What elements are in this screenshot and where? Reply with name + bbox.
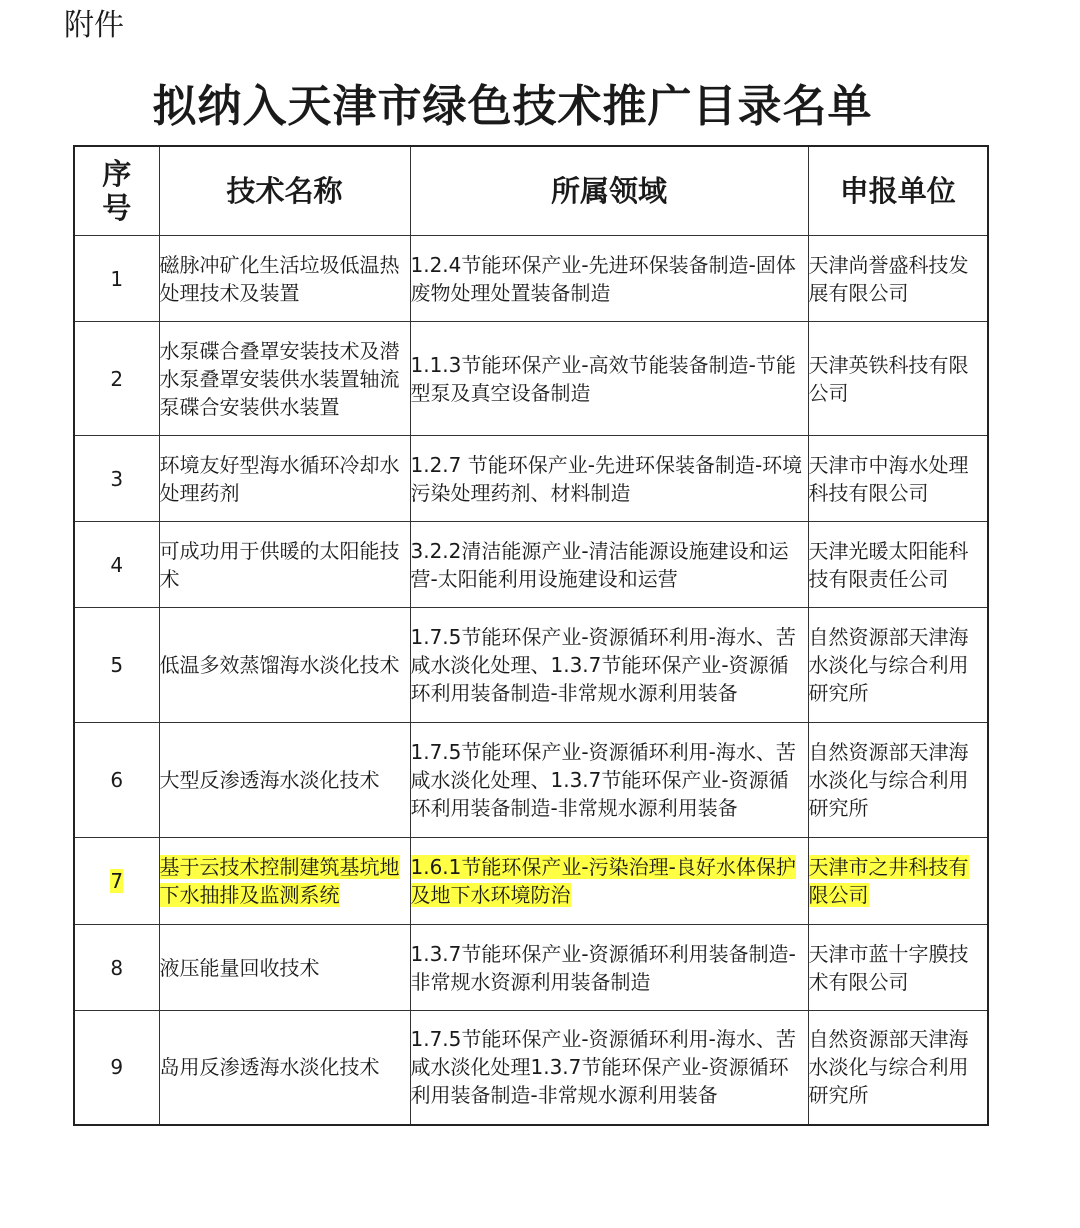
row-number: 5	[74, 608, 159, 723]
technology-name: 环境友好型海水循环冷却水处理药剂	[159, 436, 410, 522]
row-number: 6	[74, 723, 159, 838]
column-header-field: 所属领域	[410, 146, 808, 236]
technology-name: 水泵碟合叠罩安装技术及潜水泵叠罩安装供水装置轴流泵碟合安装供水装置	[159, 322, 410, 436]
row-number: 3	[74, 436, 159, 522]
row-number: 2	[74, 322, 159, 436]
table-row	[74, 608, 988, 723]
row-number: 9	[74, 1011, 159, 1125]
column-header-unit: 申报单位	[808, 146, 988, 236]
table-row	[74, 522, 988, 608]
applicant-unit: 天津光暖太阳能科技有限责任公司	[808, 522, 988, 608]
technology-field: 1.2.7 节能环保产业-先进环保装备制造-环境污染处理药剂、材料制造	[410, 436, 808, 522]
row-number: 8	[74, 925, 159, 1011]
applicant-unit: 天津市蓝十字膜技术有限公司	[808, 925, 988, 1011]
applicant-unit: 天津尚誉盛科技发展有限公司	[808, 236, 988, 322]
technology-field: 3.2.2清洁能源产业-清洁能源设施建设和运营-太阳能利用设施建设和运营	[410, 522, 808, 608]
applicant-unit: 自然资源部天津海水淡化与综合利用研究所	[808, 723, 988, 838]
table-row	[74, 322, 988, 436]
page-title: 拟纳入天津市绿色技术推广目录名单	[152, 81, 873, 132]
technology-name: 大型反渗透海水淡化技术	[159, 723, 410, 838]
column-header-name: 技术名称	[159, 146, 410, 236]
applicant-unit: 天津市之井科技有限公司	[808, 838, 988, 925]
table-row-highlighted	[74, 838, 988, 925]
technology-name: 基于云技术控制建筑基坑地下水抽排及监测系统	[159, 838, 410, 925]
technology-name: 液压能量回收技术	[159, 925, 410, 1011]
applicant-unit: 天津市中海水处理科技有限公司	[808, 436, 988, 522]
attachment-label: 附件	[64, 8, 124, 43]
table-row	[74, 723, 988, 838]
technology-field: 1.7.5节能环保产业-资源循环利用-海水、苦咸水淡化处理、1.3.7节能环保产业-资源循环利用装备制造-非常规水源利用装备	[410, 723, 808, 838]
technology-name: 磁脉冲矿化生活垃圾低温热处理技术及装置	[159, 236, 410, 322]
technology-field: 1.7.5节能环保产业-资源循环利用-海水、苦咸水淡化处理1.3.7节能环保产业-资源循环利用装备制造-非常规水源利用装备	[410, 1011, 808, 1125]
technology-field: 1.1.3节能环保产业-高效节能装备制造-节能型泵及真空设备制造	[410, 322, 808, 436]
table-header-row	[74, 146, 988, 236]
technology-list-table	[73, 145, 989, 1126]
technology-name: 低温多效蒸馏海水淡化技术	[159, 608, 410, 723]
technology-field: 1.7.5节能环保产业-资源循环利用-海水、苦咸水淡化处理、1.3.7节能环保产业-资源循环利用装备制造-非常规水源利用装备	[410, 608, 808, 723]
applicant-unit: 自然资源部天津海水淡化与综合利用研究所	[808, 1011, 988, 1125]
table-row	[74, 236, 988, 322]
table-row	[74, 925, 988, 1011]
table-row	[74, 436, 988, 522]
row-number: 1	[74, 236, 159, 322]
applicant-unit: 自然资源部天津海水淡化与综合利用研究所	[808, 608, 988, 723]
column-header-number: 序号	[74, 146, 159, 236]
row-number: 7	[74, 838, 159, 925]
technology-field: 1.6.1节能环保产业-污染治理-良好水体保护及地下水环境防治	[410, 838, 808, 925]
technology-name: 岛用反渗透海水淡化技术	[159, 1011, 410, 1125]
technology-field: 1.3.7节能环保产业-资源循环利用装备制造-非常规水资源利用装备制造	[410, 925, 808, 1011]
applicant-unit: 天津英铁科技有限公司	[808, 322, 988, 436]
table-row	[74, 1011, 988, 1125]
technology-name: 可成功用于供暖的太阳能技术	[159, 522, 410, 608]
technology-field: 1.2.4节能环保产业-先进环保装备制造-固体废物处理处置装备制造	[410, 236, 808, 322]
row-number: 4	[74, 522, 159, 608]
